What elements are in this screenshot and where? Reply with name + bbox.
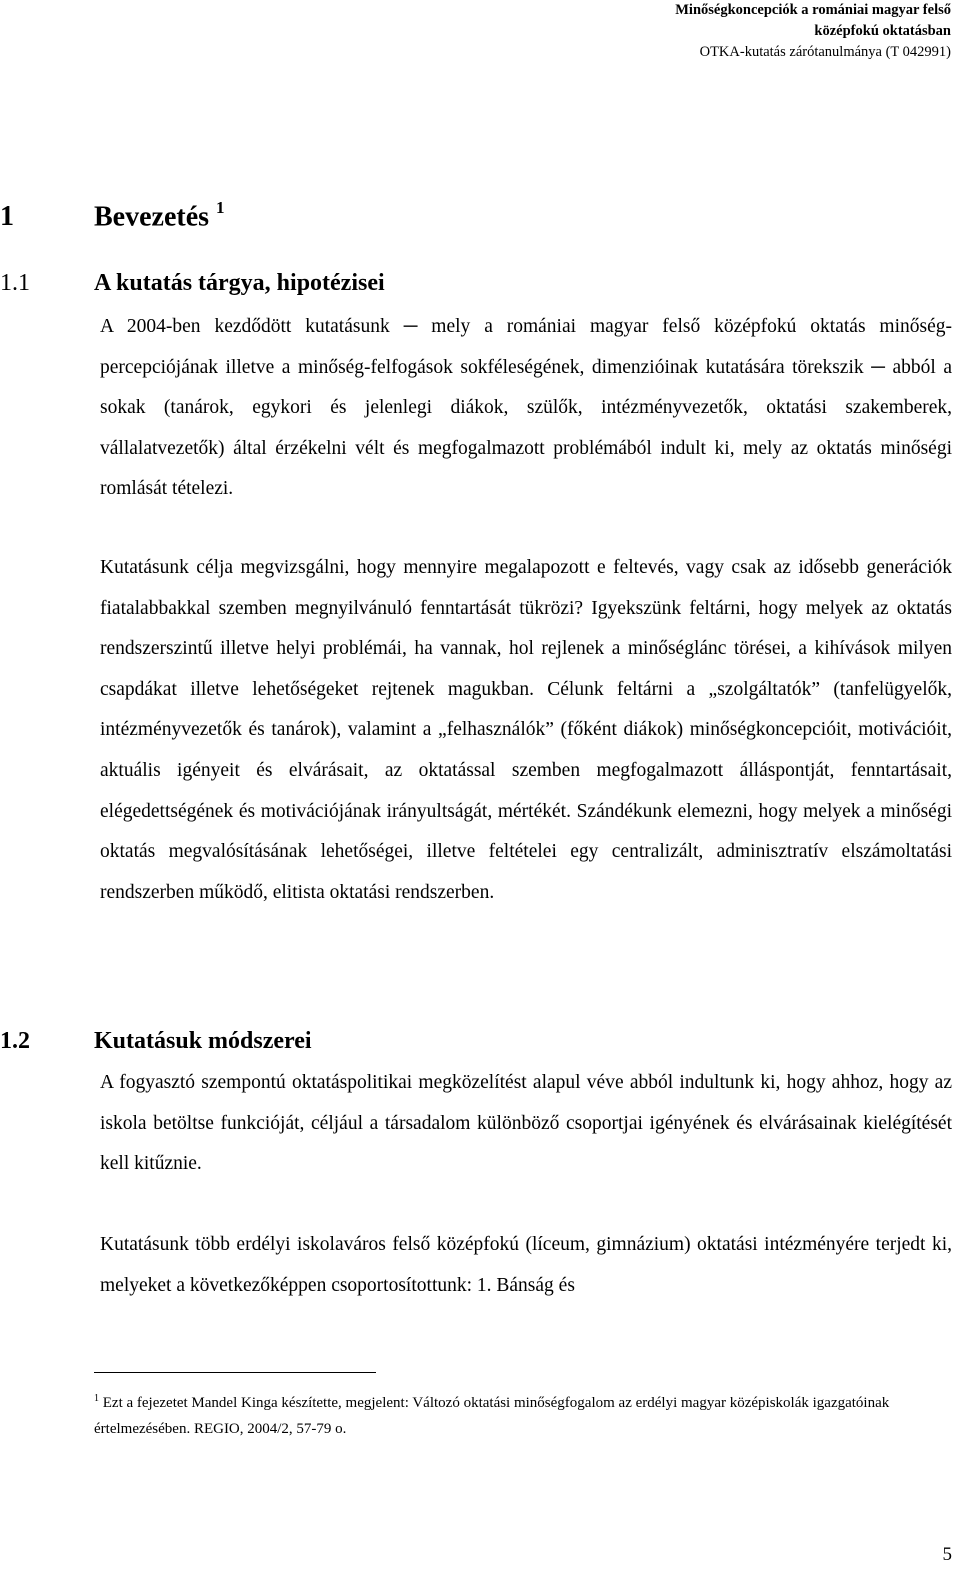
section-title: Kutatásuk módszerei [94, 1028, 312, 1054]
section-number: 1.1 [0, 270, 30, 296]
paragraph: A 2004-ben kezdődött kutatásunk ─ mely a romániai magyar felső középfokú oktatás minőség-percepciójának illetve a minőség-felfogások sokféleségének, dimenzióinak kutatására törekszik ─ abból a sokak (tanárok, egykori és jelenlegi diákok, szülők, intézményvezetők, oktatási szakemberek, vállalatvezetők) által érzékelni vélt és megfogalmazott problémából indult ki, mely az oktatás minőségi romlását tételezi. [100, 316, 952, 500]
chapter-title: Bevezetés [94, 201, 210, 233]
running-header [675, 0, 951, 63]
paragraph: Kutatásunk több erdélyi iskolaváros felső középfokú (líceum, gimnázium) oktatási intézményére terjedt ki, melyeket a következőképpen csoportosítottunk: 1. Bánság és [100, 1234, 952, 1296]
header-title-line1: Minőségkoncepciók a romániai magyar felső [675, 2, 951, 18]
footnote [94, 1386, 954, 1442]
footnote-marker: 1 [94, 1393, 99, 1404]
section-heading-1-1 [0, 266, 385, 300]
section-title: A kutatás tárgya, hipotézisei [94, 270, 385, 296]
paragraph: A fogyasztó szempontú oktatáspolitikai megközelítést alapul véve abból indultunk ki, hogy ahhoz, hogy az iskola betöltse funkcióját, céljául a társadalom különböző csoportjai igényének és elvárásainak kielégítését kell kitűznie. [100, 1072, 952, 1175]
section-heading-1-2 [0, 1024, 312, 1058]
footnote-separator [94, 1372, 376, 1373]
header-title-line2: középfokú oktatásban [814, 23, 951, 39]
paragraph: Kutatásunk célja megvizsgálni, hogy mennyire megalapozott e feltevés, vagy csak az idősebb generációk fiatalabbakkal szemben megnyilvánuló fenntartását tükrözi? Igyekszünk feltárni, hogy melyek az oktatás rendszerszintű illetve helyi problémái, ha vannak, hol rejlenek a minőséglánc törései, a kihívások milyen csapdákat illetve lehetőségeket rejtenek magukban. Célunk feltárni a „szolgáltatók” (tanfelügyelők, intézményvezetők és tanárok), valamint a „felhasználók” (főként diákok) minőségkoncepcióit, motivációit, aktuális igényeit és elvárásait, az oktatással szemben megfogalmazott álláspontját, fenntartásait, elégedettségének és motivációjának irányultságát, mértékét. Szándékunk elemezni, hogy melyek a minőségi oktatás megvalósításának lehetőségei, illetve feltételei egy centralizált, adminisztratív elszámoltatási rendszerben működő, elitista oktatási rendszerben. [100, 557, 952, 903]
chapter-heading [0, 190, 225, 237]
footnote-reference: 1 [216, 198, 225, 217]
section-number: 1.2 [0, 1028, 30, 1054]
chapter-number: 1 [0, 201, 14, 233]
header-project-code: OTKA-kutatás zárótanulmánya (T 042991) [699, 44, 951, 60]
page-number: 5 [942, 1544, 952, 1565]
footnote-text: Ezt a fejezetet Mandel Kinga készítette, megjelent: Változó oktatási minőségfogalom az erdélyi magyar középiskolák igazgatóinak értelmezésében. REGIO, 2004/2, 57-79 o. [94, 1395, 890, 1437]
